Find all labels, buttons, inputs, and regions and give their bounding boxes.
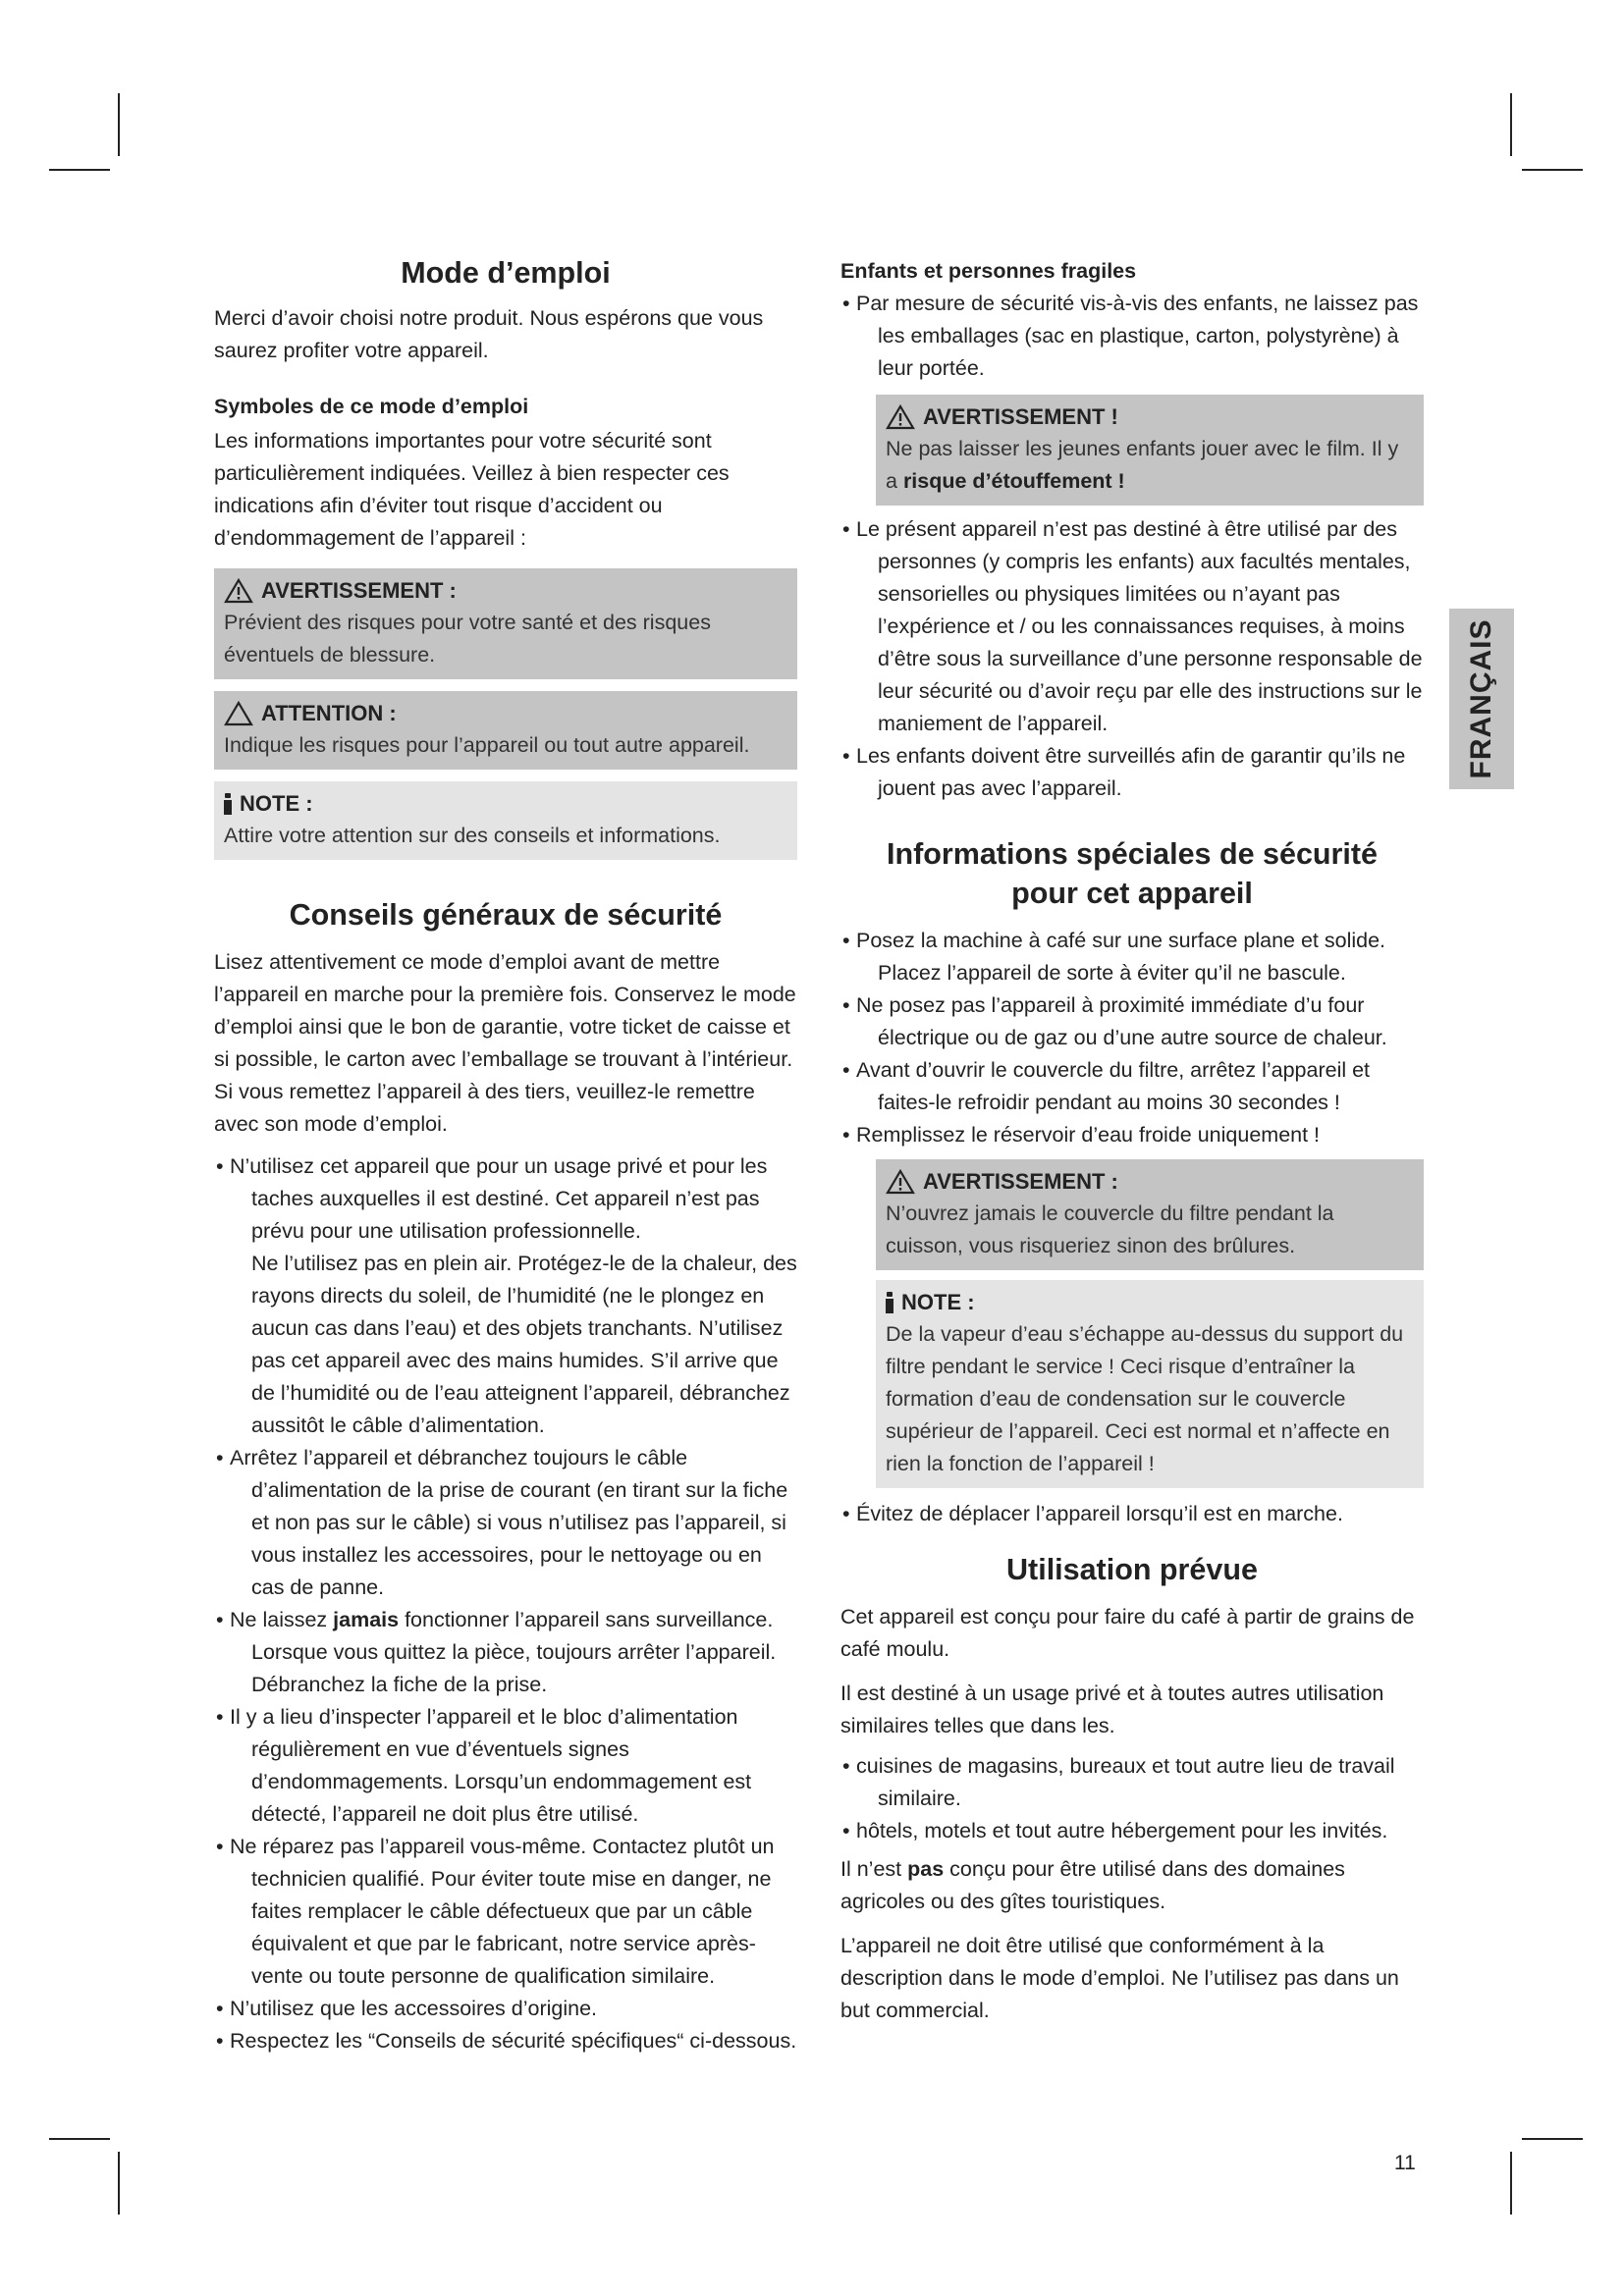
warning-triangle-icon — [886, 1169, 915, 1195]
warning-title-row — [224, 574, 787, 607]
usage-title: Utilisation prévue — [1006, 1553, 1258, 1586]
special-safety-title-line: pour cet appareil — [1011, 877, 1253, 910]
crop-mark — [118, 93, 120, 156]
list-item: • cuisines de magasins, bureaux et tout autre lieu de travail similaire. — [840, 1750, 1424, 1815]
list-item: • Ne posez pas l’appareil à proximité immédiate d’u four électrique ou de gaz ou d’une autre source de chaleur. — [840, 989, 1424, 1054]
right-column — [840, 253, 1424, 2027]
note-title: NOTE : — [901, 1290, 975, 1314]
list-item: • Les enfants doivent être surveillés afin de garantir qu’ils ne jouent pas avec l’appareil. — [840, 740, 1424, 805]
left-column — [214, 253, 797, 2057]
emphasis-text: jamais — [333, 1608, 400, 1631]
general-safety-list — [214, 1150, 797, 2057]
note-box — [214, 781, 797, 860]
list-item — [214, 1150, 797, 1442]
list-item-text: fonctionner l’appareil sans surveillance. Lorsque vous quittez la pièce, toujours arrêter l’appareil. Débranchez la fiche de la prise. — [251, 1608, 777, 1696]
warning-text: N’ouvrez jamais le couvercle du filtre pendant la cuisson, vous risqueriez sinon des brûlures. — [886, 1201, 1334, 1257]
warning-title: AVERTISSEMENT : — [261, 578, 457, 603]
crop-mark — [1510, 2152, 1512, 2215]
crop-mark — [49, 2138, 110, 2140]
attention-title-row — [224, 697, 787, 729]
warning-text: Prévient des risques pour votre santé et des risques éventuels de blessure. — [224, 611, 711, 667]
attention-text: Indique les risques pour l’appareil ou tout autre appareil. — [224, 733, 750, 757]
children-list-1 — [840, 288, 1424, 385]
usage-list — [840, 1750, 1424, 1847]
burn-warning-box — [876, 1159, 1424, 1270]
list-item: • N’utilisez que les accessoires d’origine. — [214, 1993, 797, 2025]
list-item: • Arrêtez l’appareil et débranchez toujours le câble d’alimentation de la prise de courant (en tirant sur la fiche et non pas sur le câble) si vous n’utilisez pas l’appareil, si vous installez les accessoires, pour le nettoyage ou en cas de panne. — [214, 1442, 797, 1604]
crop-mark — [1522, 169, 1583, 171]
special-safety-list-2 — [840, 1498, 1424, 1530]
emphasis-text: risque d’étouffement ! — [902, 469, 1125, 493]
usage-restriction-text — [840, 1853, 1424, 1918]
caution-triangle-icon — [224, 701, 253, 726]
list-item: • Respectez les “Conseils de sécurité spécifiques“ ci-dessous. — [214, 2025, 797, 2057]
general-safety-text: Lisez attentivement ce mode d’emploi avant de mettre l’appareil en marche pour la première fois. Conservez le mode d’emploi ainsi que le bon de garantie, votre ticket de caisse et si possible, le carton avec l’emballage se trouvant à l’intérieur. Si vous remettez l’appareil à des tiers, veuillez-le remettre avec son mode d’emploi. — [214, 950, 796, 1136]
list-item: • Posez la machine à café sur une surface plane et solide. Placez l’appareil de sorte à éviter qu’il ne bascule. — [840, 925, 1424, 989]
steam-note-box — [876, 1280, 1424, 1488]
symbols-heading: Symboles de ce mode d’emploi — [214, 395, 529, 418]
children-heading: Enfants et personnes fragiles — [840, 259, 1137, 283]
info-icon — [886, 1292, 893, 1313]
children-list-2 — [840, 513, 1424, 805]
usage-text: Cet appareil est conçu pour faire du café à partir de grains de café moulu. — [840, 1605, 1415, 1661]
warning-title: AVERTISSEMENT : — [923, 1169, 1118, 1194]
attention-box — [214, 691, 797, 770]
page-number: 11 — [1394, 2152, 1416, 2174]
suffocation-warning-box — [876, 395, 1424, 506]
attention-title: ATTENTION : — [261, 701, 397, 725]
note-text: De la vapeur d’eau s’échappe au-dessus du support du filtre pendant le service ! Ceci risque d’entraîner la formation d’eau de condensation sur le couvercle supérieur de l’appareil. Ceci est normal et n’affecte en rien la fonction de l’appareil ! — [886, 1322, 1404, 1475]
list-item: • Remplissez le réservoir d’eau froide uniquement ! — [840, 1119, 1424, 1151]
warning-triangle-icon — [886, 404, 915, 430]
note-title-row — [224, 787, 787, 820]
language-tab — [1449, 609, 1514, 789]
warning-triangle-icon — [224, 578, 253, 604]
crop-mark — [1522, 2138, 1583, 2140]
list-item-text: Ne l’utilisez pas en plein air. Protégez-le de la chaleur, des rayons directs du soleil, de l’humidité (ne le plongez en aucun cas dans l’eau) et des objets tranchants. N’utilisez pas cet appareil avec des mains humides. S’il arrive que de l’humidité ou de l’eau atteignent l’appareil, débranchez aussitôt le câble d’alimentation. — [251, 1252, 797, 1437]
warning-text — [886, 433, 1414, 498]
list-item-text: Ne laissez — [230, 1608, 334, 1631]
special-safety-title-line: Informations spéciales de sécurité — [886, 837, 1379, 871]
list-item-text: N’utilisez cet appareil que pour un usage privé et pour les taches auxquelles il est destiné. Cet appareil n’est pas prévu pour une utilisation professionnelle. — [230, 1154, 768, 1243]
crop-mark — [118, 2152, 120, 2215]
crop-mark — [49, 169, 110, 171]
emphasis-text: pas — [907, 1857, 945, 1881]
warning-title-row — [886, 1165, 1414, 1198]
usage-text-part: Il n’est — [840, 1857, 908, 1881]
list-item: • Ne réparez pas l’appareil vous-même. Contactez plutôt un technicien qualifié. Pour éviter toute mise en danger, ne faites remplacer le câble défectueux que par un câble équivalent et que par le fabricant, notre service après-vente ou toute personne de qualification similaire. — [214, 1831, 797, 1993]
note-title: NOTE : — [240, 791, 313, 816]
symbols-text: Les informations importantes pour votre sécurité sont particulièrement indiquées. Veillez à bien respecter ces indications afin d’éviter tout risque d’accident ou d’endommagement de l’appareil : — [214, 429, 730, 550]
list-item: • Par mesure de sécurité vis-à-vis des enfants, ne laissez pas les emballages (sac en plastique, carton, polystyrène) à leur portée. — [840, 288, 1424, 385]
usage-text: L’appareil ne doit être utilisé que conformément à la description dans le mode d’emploi. Ne l’utilisez pas dans un but commercial. — [840, 1934, 1399, 2022]
list-item: • Évitez de déplacer l’appareil lorsqu’il est en marche. — [840, 1498, 1424, 1530]
list-item: • Il y a lieu d’inspecter l’appareil et le bloc d’alimentation régulièrement en vue d’éventuels signes d’endommagements. Lorsqu’un endommagement est détecté, l’appareil ne doit plus être utilisé. — [214, 1701, 797, 1831]
list-item: • Avant d’ouvrir le couvercle du filtre, arrêtez l’appareil et faites-le refroidir pendant au moins 30 secondes ! — [840, 1054, 1424, 1119]
list-item: • Le présent appareil n’est pas destiné à être utilisé par des personnes (y compris les enfants) aux facultés mentales, sensorielles ou physiques limitées ou n’ayant pas l’expérience et / ou les connaissances requises, à moins d’être sous la surveillance d’une personne responsable de leur sécurité ou d’avoir reçu par elle des instructions sur le maniement de l’appareil. — [840, 513, 1424, 740]
note-title-row — [886, 1286, 1414, 1318]
usage-text-part: conçu pour être utilisé dans des domaines agricoles ou des gîtes touristiques. — [840, 1857, 1345, 1913]
warning-title-row — [886, 400, 1414, 433]
usage-text: Il est destiné à un usage privé et à toutes autres utilisation similaires telles que dans les. — [840, 1682, 1384, 1737]
language-tab-label: FRANÇAIS — [1465, 618, 1497, 779]
manual-title: Mode d’emploi — [401, 256, 611, 290]
special-safety-list — [840, 925, 1424, 1151]
crop-mark — [1510, 93, 1512, 156]
warning-text-part: Ne pas laisser les jeunes enfants jouer avec le film. Il y a — [886, 437, 1399, 493]
intro-text: Merci d’avoir choisi notre produit. Nous espérons que vous saurez profiter votre appareil. — [214, 306, 764, 362]
warning-title: AVERTISSEMENT ! — [923, 404, 1118, 429]
note-text: Attire votre attention sur des conseils et informations. — [224, 824, 721, 847]
list-item: • hôtels, motels et tout autre hébergement pour les invités. — [840, 1815, 1424, 1847]
general-safety-title: Conseils généraux de sécurité — [289, 898, 723, 932]
warning-box — [214, 568, 797, 679]
list-item — [214, 1604, 797, 1701]
special-safety-title — [840, 834, 1424, 913]
info-icon — [224, 793, 232, 815]
